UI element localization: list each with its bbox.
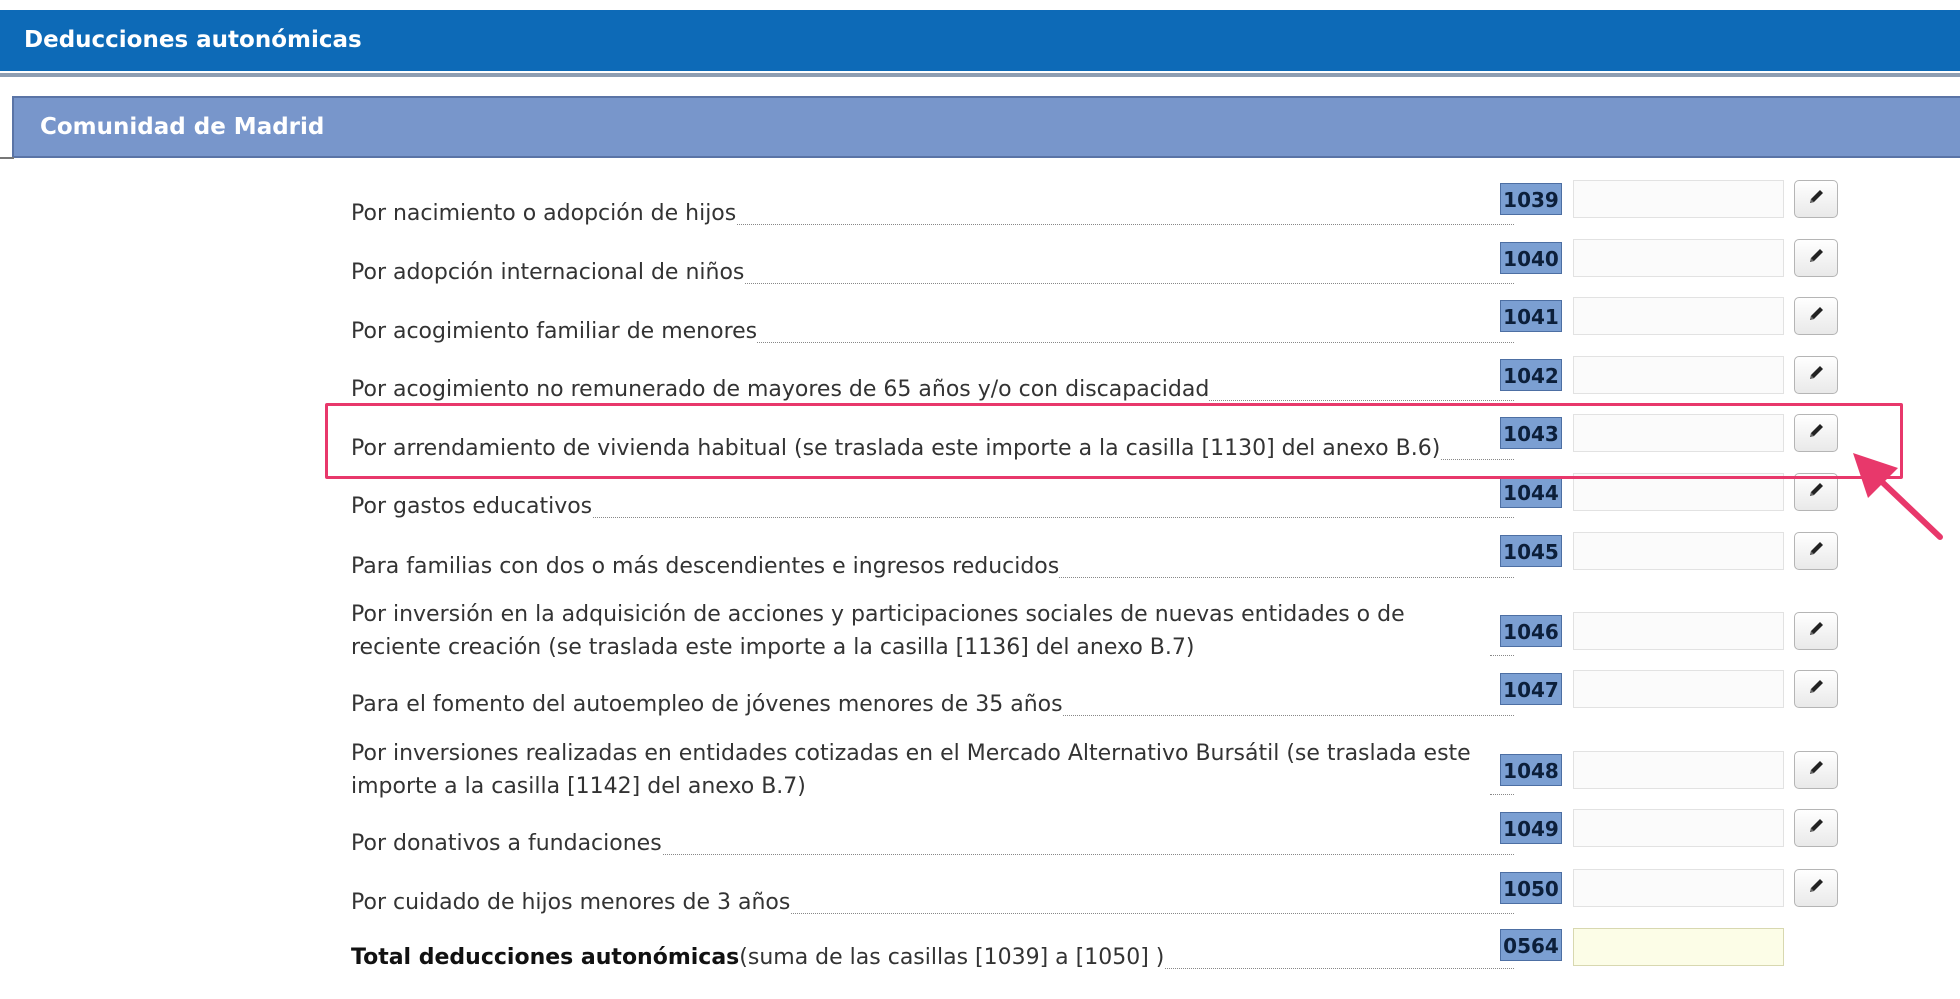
edit-button[interactable]	[1794, 869, 1838, 907]
deduction-label: Por inversiones realizadas en entidades cotizadas en el Mercado Alternativo Bursátil (se traslada este importe a la casilla [1142] del anexo B.7)	[351, 741, 1471, 799]
edit-button[interactable]	[1794, 809, 1838, 847]
amount-field[interactable]	[1573, 612, 1784, 650]
pencil-icon	[1806, 187, 1826, 211]
deduction-label: Para familias con dos o más descendientes e ingresos reducidos	[351, 554, 1060, 579]
box-code: 1040	[1500, 242, 1562, 274]
total-amount-field	[1573, 928, 1784, 966]
header-bar	[0, 10, 1960, 71]
amount-field[interactable]	[1573, 869, 1784, 907]
header-divider	[0, 73, 1960, 77]
deduction-label: Para el fomento del autoempleo de jóvenes menores de 35 años	[351, 692, 1063, 717]
deduction-label: Por inversión en la adquisición de acciones y participaciones sociales de nuevas entidades o de reciente creación (se traslada este importe a la casilla [1136] del anexo B.7)	[351, 602, 1405, 660]
box-code: 1042	[1500, 359, 1562, 391]
deduction-label: Por gastos educativos	[351, 494, 593, 519]
section-title: Comunidad de Madrid	[40, 114, 325, 140]
total-label	[351, 941, 1514, 974]
amount-field[interactable]	[1573, 356, 1784, 394]
pencil-icon	[1806, 876, 1826, 900]
deduction-label: Por arrendamiento de vivienda habitual (se traslada este importe a la casilla [1130] del anexo B.6)	[351, 436, 1441, 461]
deduction-label: Por adopción internacional de niños	[351, 260, 745, 285]
dotted-leader	[1490, 655, 1514, 656]
deduction-label: Por nacimiento o adopción de hijos	[351, 201, 737, 226]
box-code: 1039	[1500, 183, 1562, 215]
pencil-icon	[1806, 246, 1826, 270]
box-code: 1045	[1500, 535, 1562, 567]
amount-field[interactable]	[1573, 751, 1784, 789]
deduction-label: Por cuidado de hijos menores de 3 años	[351, 890, 791, 915]
deduction-label: Por acogimiento familiar de menores	[351, 319, 758, 344]
amount-field[interactable]	[1573, 297, 1784, 335]
pencil-icon	[1806, 363, 1826, 387]
edit-button[interactable]	[1794, 356, 1838, 394]
pencil-icon	[1806, 480, 1826, 504]
box-code: 1041	[1500, 300, 1562, 332]
amount-field[interactable]	[1573, 239, 1784, 277]
deduction-label: Por acogimiento no remunerado de mayores de 65 años y/o con discapacidad	[351, 377, 1210, 402]
total-label-note: (suma de las casillas [1039] a [1050] )	[739, 945, 1165, 970]
pencil-icon	[1806, 816, 1826, 840]
box-code: 1047	[1500, 673, 1562, 705]
pencil-icon	[1806, 677, 1826, 701]
edit-button[interactable]	[1794, 612, 1838, 650]
edit-button[interactable]	[1794, 180, 1838, 218]
amount-field[interactable]	[1573, 670, 1784, 708]
box-code: 1050	[1500, 872, 1562, 904]
box-code: 1044	[1500, 476, 1562, 508]
pencil-icon	[1806, 619, 1826, 643]
amount-field[interactable]	[1573, 180, 1784, 218]
box-code: 1049	[1500, 812, 1562, 844]
box-code: 1046	[1500, 615, 1562, 647]
pencil-icon	[1806, 539, 1826, 563]
edit-button[interactable]	[1794, 670, 1838, 708]
total-label-bold: Total deducciones autonómicas	[351, 945, 740, 970]
edit-button[interactable]	[1794, 297, 1838, 335]
page-title: Deducciones autonómicas	[24, 27, 362, 53]
edit-button[interactable]	[1794, 532, 1838, 570]
pencil-icon	[1806, 758, 1826, 782]
edit-button[interactable]	[1794, 239, 1838, 277]
box-code: 1043	[1500, 417, 1562, 449]
edit-button[interactable]	[1794, 751, 1838, 789]
box-code: 0564	[1500, 929, 1562, 961]
pencil-icon	[1806, 304, 1826, 328]
dotted-leader	[1490, 794, 1514, 795]
arrow-pointer-icon	[1840, 440, 1950, 550]
deduction-label: Por donativos a fundaciones	[351, 831, 662, 856]
box-code: 1048	[1500, 754, 1562, 786]
section-header[interactable]	[12, 96, 1960, 158]
amount-field[interactable]	[1573, 809, 1784, 847]
amount-field[interactable]	[1573, 532, 1784, 570]
section-divider	[0, 157, 14, 159]
